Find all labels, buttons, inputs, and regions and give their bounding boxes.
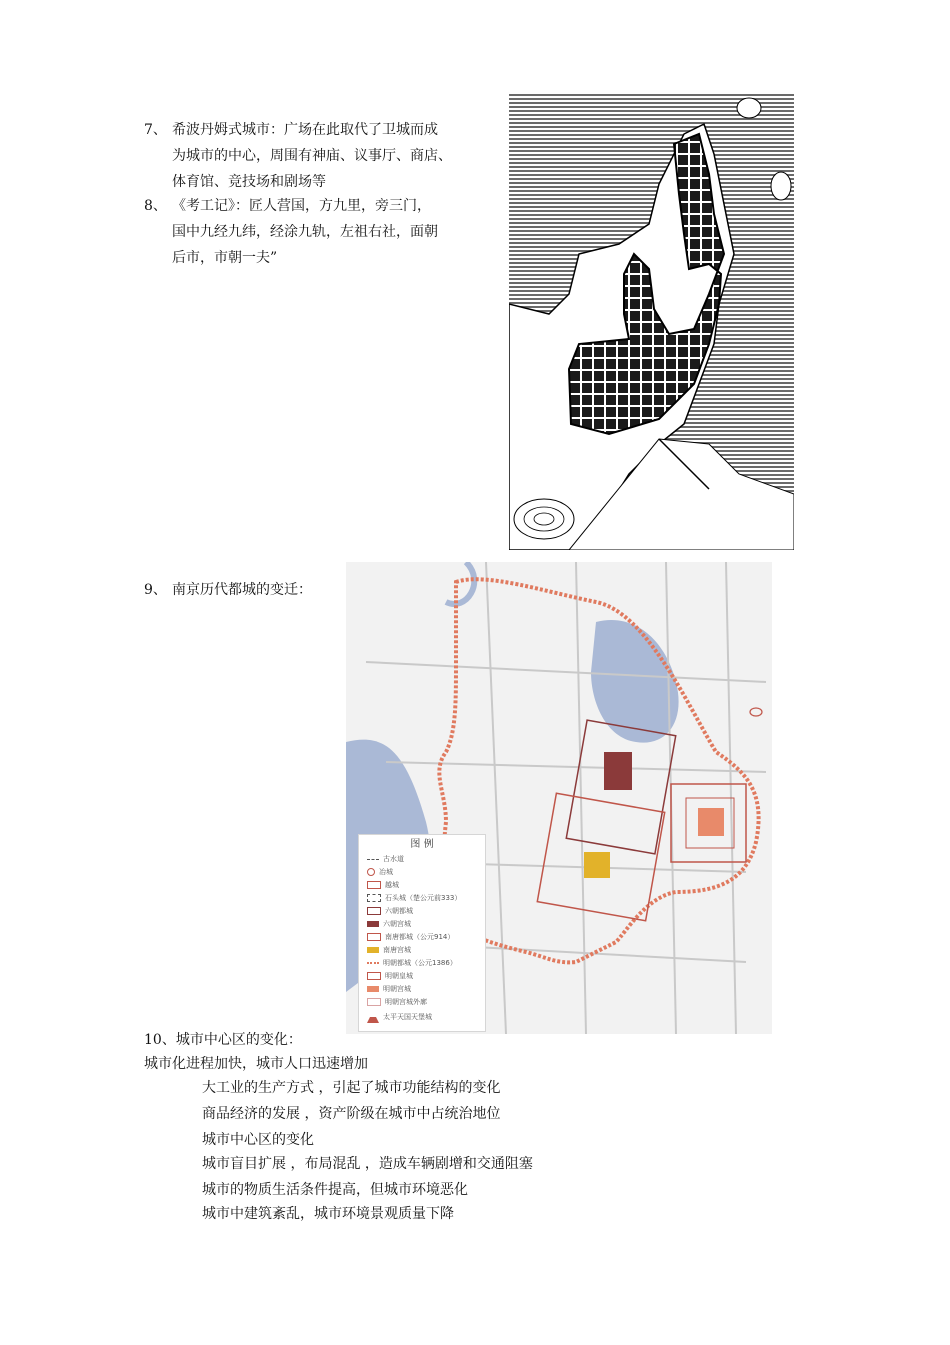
item-10-point: 城市的物质生活条件提高，但城市环境恶化 xyxy=(202,1182,468,1198)
nanjing-capital-map xyxy=(346,562,772,1034)
legend-label: 六朝都城 xyxy=(385,907,413,915)
legend-label: 明朝宫城外廓 xyxy=(385,998,427,1006)
item-10-point: 商品经济的发展 ，资产阶级在城市中占统治地位 xyxy=(202,1106,501,1122)
item-10-point: 城市盲目扩展 ，布局混乱 ，造成车辆剧增和交通阻塞 xyxy=(202,1156,533,1172)
legend-label: 南唐都城（公元914） xyxy=(385,933,455,941)
legend-label: 南唐宫城 xyxy=(383,946,411,954)
item-9-text: 南京历代都城的变迁： xyxy=(172,582,312,598)
legend-swatch xyxy=(367,998,381,1006)
legend-swatch xyxy=(367,972,381,980)
item-10-point: 大工业的生产方式 ，引起了城市功能结构的变化 xyxy=(202,1080,501,1096)
item-10-point: 城市中建筑紊乱，城市环境景观质量下降 xyxy=(202,1206,454,1222)
legend-label: 明朝都城（公元1386） xyxy=(383,959,457,967)
legend-item xyxy=(367,959,457,968)
legend-swatch xyxy=(367,907,381,915)
legend-item xyxy=(367,998,427,1007)
legend-swatch xyxy=(367,921,379,927)
hippodamian-city-map-drawing xyxy=(509,94,794,550)
legend-item xyxy=(367,933,454,942)
legend-swatch xyxy=(367,962,379,964)
item-10-point: 城市中心区的变化 xyxy=(202,1132,314,1148)
item-9-number: 9、 xyxy=(144,582,167,598)
legend-item xyxy=(367,946,411,955)
legend-label: 明朝皇城 xyxy=(385,972,413,980)
item-7-text-line-1: 希波丹姆式城市：广场在此取代了卫城而成 xyxy=(172,122,438,138)
legend-item xyxy=(367,868,393,877)
legend-title: 图 例 xyxy=(410,839,434,850)
legend-label: 六朝宫城 xyxy=(383,920,411,928)
legend-swatch xyxy=(367,947,379,953)
item-8-number: 8、 xyxy=(144,198,167,214)
legend-item xyxy=(367,855,404,864)
item-7-text-line-2: 为城市的中心，周围有神庙、议事厅、商店、 xyxy=(172,148,452,164)
legend-item xyxy=(367,907,413,916)
legend-item xyxy=(367,1011,432,1023)
hippodamian-city-map xyxy=(509,94,794,550)
legend-swatch xyxy=(367,881,381,889)
legend-swatch xyxy=(367,933,381,941)
legend-label: 越城 xyxy=(385,881,399,889)
legend-item xyxy=(367,985,411,994)
legend-item xyxy=(367,894,461,903)
legend-label: 冶城 xyxy=(379,868,393,876)
legend-swatch xyxy=(367,1011,379,1023)
legend-swatch xyxy=(367,868,375,876)
legend-label: 石头城（楚公元前333） xyxy=(385,894,462,902)
item-8-text-line-3: 后市，市朝一夫” xyxy=(172,250,278,266)
legend-label: 明朝宫城 xyxy=(383,985,411,993)
item-8-text-line-1: 《考工记》：匠人营国，方九里，旁三门， xyxy=(172,198,431,214)
legend-label: 太平天国天堡城 xyxy=(383,1013,432,1021)
item-7-text-line-3: 体育馆、竞技场和剧场等 xyxy=(172,174,326,190)
map-legend xyxy=(358,834,486,1032)
legend-item xyxy=(367,920,411,929)
item-10-heading: 10、城市中心区的变化： xyxy=(144,1032,302,1048)
legend-item xyxy=(367,972,413,981)
legend-item xyxy=(367,881,399,890)
legend-swatch xyxy=(367,986,379,992)
item-7-number: 7、 xyxy=(144,122,167,138)
item-8-text-line-2: 国中九经九纬，经涂九轨，左祖右社，面朝 xyxy=(172,224,438,240)
legend-label: 古水道 xyxy=(383,855,404,863)
legend-swatch xyxy=(367,894,381,902)
legend-swatch xyxy=(367,859,379,860)
item-10-intro: 城市化进程加快，城市人口迅速增加 xyxy=(144,1056,368,1072)
